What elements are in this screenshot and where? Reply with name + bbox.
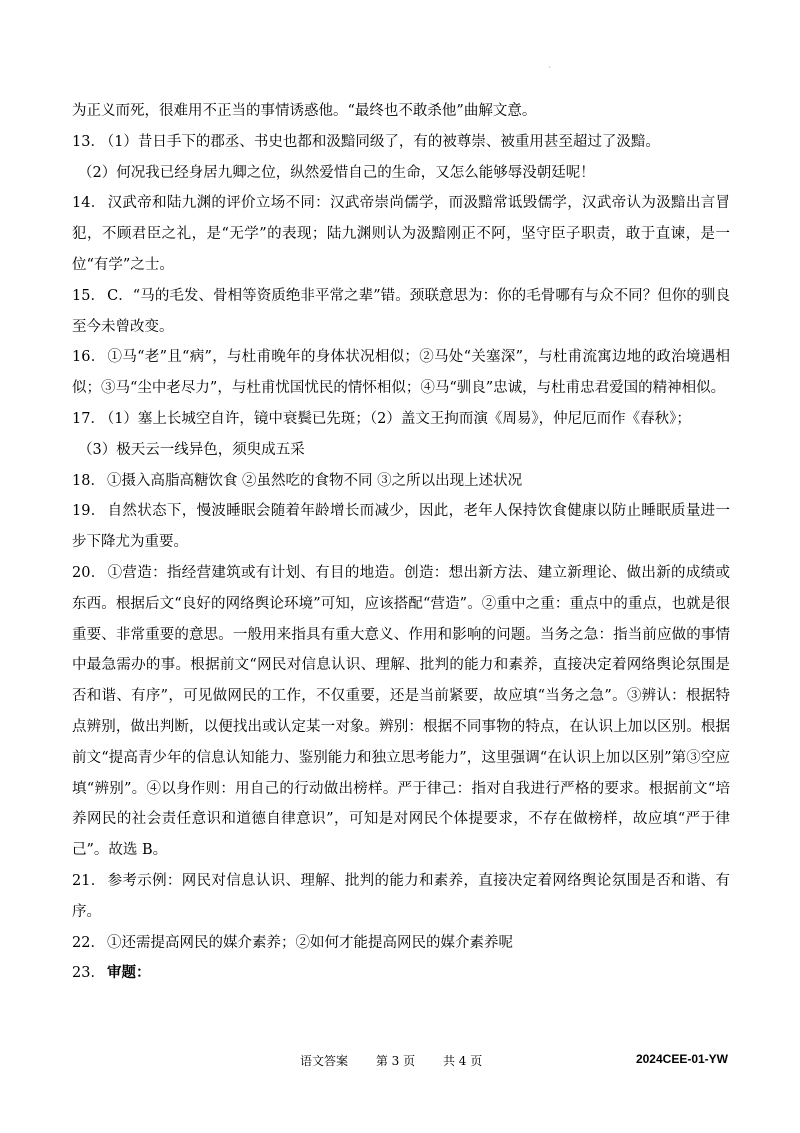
answer-text: C．“马的毛发、骨相等资质绝非平常之辈”错。颈联意思为：你的毛骨哪有与众不同？但你的驯良至今未曾改变。 xyxy=(72,287,731,335)
answer-text: 为正义而死，很难用不正当的事情诱惑他。“最终也不敢杀他”曲解文意。 xyxy=(72,103,537,119)
answer-text: 审题： xyxy=(106,964,151,982)
answer-text: 自然状态下，慢波睡眠会随着年龄增长而减少，因此，老年人保持饮食健康以防止睡眠质量进一步下降尤为重要。 xyxy=(72,503,730,551)
answer-paragraph xyxy=(72,958,730,989)
question-number: 23． xyxy=(72,965,105,982)
question-number: 17． xyxy=(72,410,105,427)
answer-paragraph xyxy=(72,435,730,466)
answer-paragraph xyxy=(72,158,730,189)
question-number: 18． xyxy=(72,472,105,489)
answer-text: 参考示例：网民对信息认识、理解、批判的能力和素养，直接决定着网络舆论氛围是否和谐、有序。 xyxy=(72,872,730,920)
answer-text: （1）塞上长城空自许，镜中衰鬓已先斑；（2）盖文王拘而演《周易》，仲尼厄而作《春秋》； xyxy=(106,410,691,427)
question-number: 16． xyxy=(72,349,106,366)
scan-mark: ` xyxy=(548,66,552,75)
answer-paragraph xyxy=(72,281,730,343)
page-footer xyxy=(0,1052,800,1072)
footer-page-number: 第 3 页 xyxy=(375,1054,416,1068)
question-number: 13． xyxy=(72,133,105,150)
answer-text: （3）极天云一线异色，须臾成五采 xyxy=(78,441,305,458)
answer-paragraph xyxy=(72,404,730,435)
answer-paragraph xyxy=(72,496,730,558)
answer-paragraph xyxy=(72,928,730,959)
question-number: 14． xyxy=(72,195,106,212)
answer-text: 汉武帝和陆九渊的评价立场不同：汉武帝崇尚儒学，而汲黯常诋毁儒学，汉武帝认为汲黯出言冒犯，不顾君臣之礼，是“无学”的表现；陆九渊则认为汲黯刚正不阿，坚守臣子职责，敢于直谏，是一位“有学”之士。 xyxy=(72,195,730,273)
answer-sheet-body xyxy=(72,96,730,989)
question-number: 19． xyxy=(72,503,106,520)
answer-paragraph xyxy=(72,866,730,928)
footer-subject: 语文答案 xyxy=(300,1054,349,1068)
question-number: 21． xyxy=(72,872,106,889)
answer-paragraph xyxy=(72,558,730,866)
answer-paragraph xyxy=(72,342,730,404)
answer-text: ①营造：指经营建筑或有计划、有目的地造。创造：想出新方法、建立新理论、做出新的成绩或东西。根据后文“良好的网络舆论环境”可知，应该搭配“营造”。②重中之重：重点中的重点，也就是很重要、非常重要的意思。一般用来指具有重大意义、作用和影响的问题。当务之急：指当前应做的事情中最急需办的事。根据前文“网民对信息认识、理解、批判的能力和素养，直接决定着网络舆论氛围是否和谐、有序”，可见做网民的工作，不仅重要，还是当前紧要，故应填“当务之急”。③辨认：根据特点辨别，做出判断，以便找出或认定某一对象。辨别：根据不同事物的特点，在认识上加以区别。根据前文“提高青少年的信息认知能力、鉴别能力和独立思考能力”，这里强调“在认识上加以区别”第③空应填“辨别”。④以身作则：用自己的行动做出榜样。严于律己：指对自我进行严格的要求。根据前文“培养网民的社会责任意识和道德自律意识”，可知是对网民个体提要求，不存在做榜样，故应填“严于律己”。故选 B。 xyxy=(72,564,730,859)
footer-page-info xyxy=(300,1052,506,1069)
question-number: 15． xyxy=(72,287,106,304)
answer-paragraph xyxy=(72,96,730,127)
answer-paragraph xyxy=(72,188,730,280)
answer-text: ①马“老”且“病”，与杜甫晚年的身体状况相似；②马处“关塞深”，与杜甫流寓边地的政治境遇相似；③马“尘中老尽力”，与杜甫忧国忧民的情怀相似；④马“驯良”忠诚，与杜甫忠君爱国的精神相似。 xyxy=(72,349,730,397)
answer-text: ①还需提高网民的媒介素养；②如何才能提高网民的媒介素养呢 xyxy=(106,934,513,951)
answer-text: （1）昔日手下的郡丞、书史也都和汲黯同级了，有的被尊崇、被重用甚至超过了汲黯。 xyxy=(106,133,660,150)
footer-total-pages: 共 4 页 xyxy=(442,1054,483,1068)
answer-text: （2）何况我已经身居九卿之位，纵然爱惜自己的生命，又怎么能够辱没朝廷呢！ xyxy=(78,164,595,181)
answer-text: ①摄入高脂高糖饮食 ②虽然吃的食物不同 ③之所以出现上述状况 xyxy=(106,472,523,489)
question-number: 20． xyxy=(72,564,106,581)
footer-doc-code: 2024CEE-01-YW xyxy=(635,1052,728,1066)
question-number: 22． xyxy=(72,934,105,951)
answer-paragraph xyxy=(72,127,730,158)
answer-paragraph xyxy=(72,466,730,497)
